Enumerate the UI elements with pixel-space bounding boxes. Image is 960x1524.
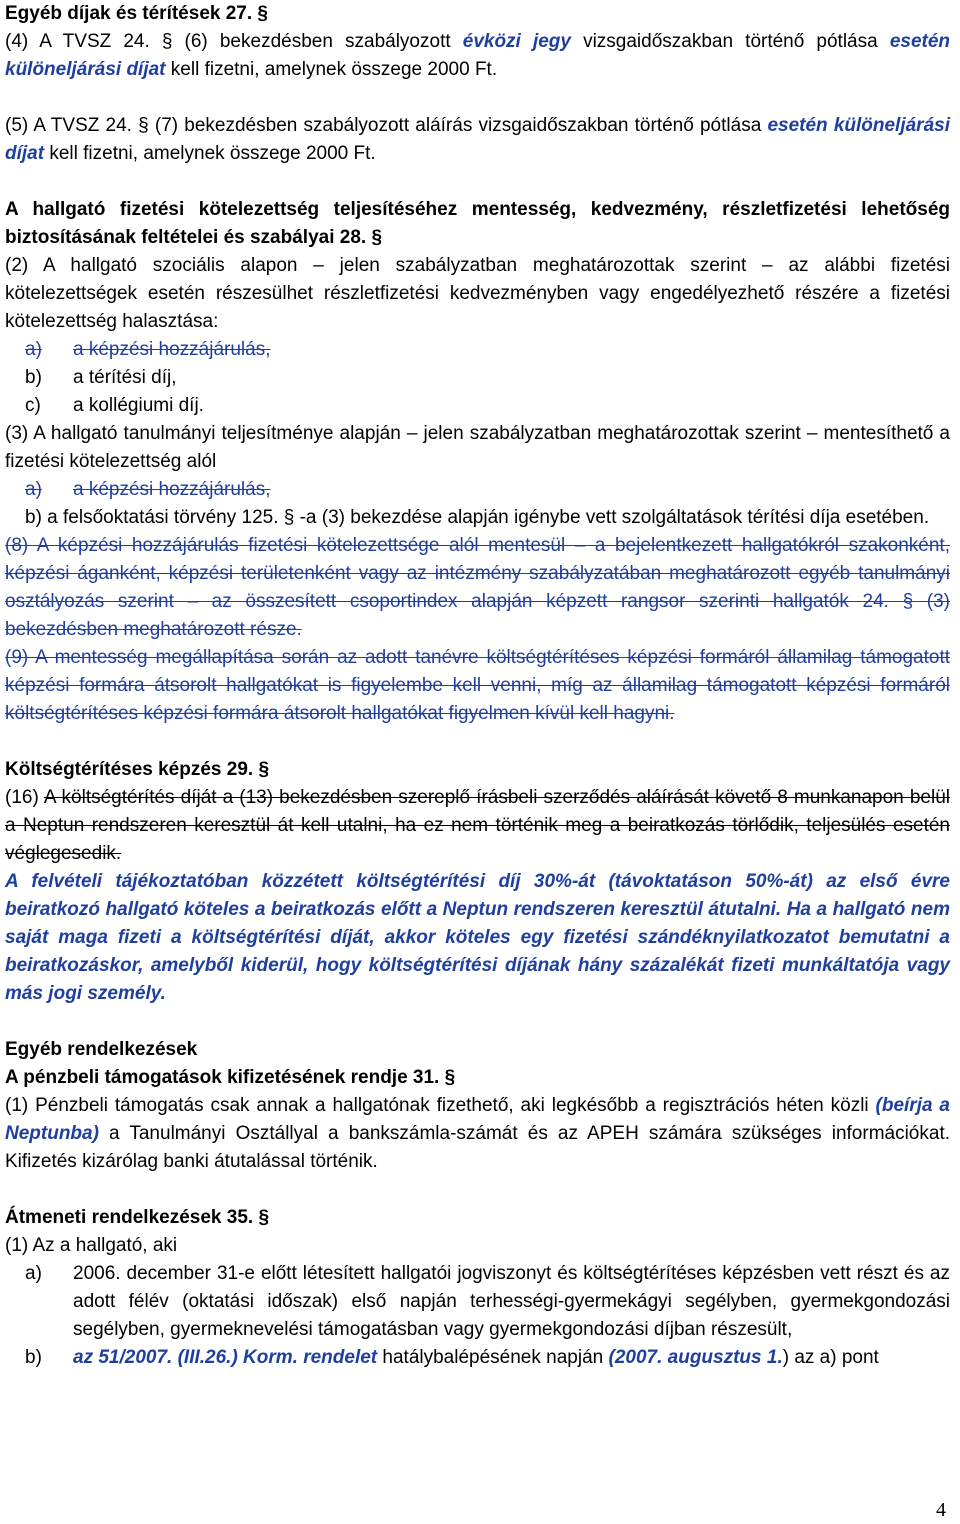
highlight-evkozi-jegy: évközi jegy — [462, 31, 571, 52]
highlight-rendelet: az 51/2007. (III.26.) Korm. rendelet — [73, 1347, 378, 1368]
text-run: kell fizetni, amelynek összege 2000 Ft. — [44, 143, 376, 164]
text-run: (4) A TVSZ 24. § (6) bekezdésben szabályozott — [5, 31, 463, 52]
highlight-kulonelj-dij: esetén különeljárási díjat — [5, 115, 950, 164]
paragraph-29-new: A felvételi tájékoztatóban közzétett költségtérítési díj 30%-át (távoktatáson 50%-át) az első évre beiratkozó hallgató köteles a beiratkozás előtt a Neptun rendszeren keresztül átutalni. Ha a hallgató nem saját maga fizeti a költségtérítési díját, akkor köteles egy fizetési szándéknyilatkozatot bemutatni a beiratkozáskor, amelyből kiderül, hogy költségtérítési díjának hány százalékát fizeti munkáltatója vagy más jogi személy. — [5, 871, 950, 1004]
list-marker: a) — [25, 479, 42, 500]
list-text: a kollégiumi díj. — [73, 395, 204, 416]
list-text-deleted: a képzési hozzájárulás, — [73, 479, 271, 500]
paragraph-35-1: (1) Az a hallgató, aki — [5, 1235, 178, 1256]
spacer — [5, 1176, 950, 1204]
list-marker: c) — [25, 395, 41, 416]
list-item — [25, 364, 950, 392]
list-28-2 — [5, 336, 950, 420]
paragraph-28-3: (3) A hallgató tanulmányi teljesítménye alapján – jelen szabályzatban meghatározottak szerint – mentesíthető a fizetési kötelezettség alól — [5, 423, 950, 472]
list-35-1 — [5, 1260, 950, 1372]
paragraph-28-8-deleted: (8) A képzési hozzájárulás fizetési kötelezettsége alól mentesül – a bejelentkezett hallgatókról szakonként, képzési áganként, képzési területenként vagy az intézmény szabályzatában meghatározott egyéb tanulmányi osztályozás szerint – az összesített csoportindex alapján képzett rangsor szerinti hallgatók 24. § (3) bekezdésben meghatározott része. — [5, 535, 950, 640]
paragraph-27-5 — [5, 112, 950, 168]
list-item — [25, 1260, 950, 1344]
spacer — [5, 168, 950, 196]
page-number: 4 — [936, 1499, 946, 1521]
highlight-kulonelj-dij: esetén különeljárási díjat — [5, 31, 951, 80]
document-page — [5, 0, 950, 1372]
text-run: ) az a) pont — [782, 1347, 879, 1368]
spacer — [5, 84, 950, 112]
section-27-title: Egyéb díjak és térítések 27. § — [5, 3, 268, 24]
text-run: vizsgaidőszakban történő pótlása — [570, 31, 890, 52]
paragraph-31-1 — [5, 1092, 950, 1176]
text-run: (16) — [5, 787, 44, 808]
section-29-title: Költségtérítéses képzés 29. § — [5, 759, 270, 780]
section-31-title: A pénzbeli támogatások kifizetésének rendje 31. § — [5, 1067, 456, 1088]
deleted-text: A költségtérítés díját a (13) bekezdésben szereplő írásbeli szerződés aláírását követő 8 munkanapon belül a Neptun rendszeren keresztül át kell utalni, ha ez nem történik meg a beiratkozás törlődik, teljesülés esetén véglegesedik. — [5, 787, 950, 864]
paragraph-29-16 — [5, 784, 950, 868]
text-run: a Tanulmányi Osztállyal a bankszámla-számát és az APEH számára szükséges információkat. Kifizetés kizárólag banki átutalással történik. — [5, 1123, 950, 1172]
paragraph-27-4 — [5, 28, 950, 84]
list-item — [25, 392, 950, 420]
list-item — [25, 1344, 950, 1372]
section-35-title: Átmeneti rendelkezések 35. § — [5, 1207, 270, 1228]
list-marker: b) — [25, 367, 42, 388]
spacer — [5, 728, 950, 756]
list-text: a térítési díj, — [73, 367, 177, 388]
list-marker: b) — [25, 1347, 42, 1368]
highlight-date: (2007. augusztus 1. — [608, 1347, 783, 1368]
list-marker: a) — [25, 1263, 42, 1284]
spacer — [5, 1008, 950, 1036]
text-run: hatálybalépésének napján — [377, 1347, 609, 1368]
list-item-b: b) a felsőoktatási törvény 125. § -a (3) bekezdése alapján igénybe vett szolgáltatások térítési díja esetében. — [25, 507, 930, 528]
section-28-title: A hallgató fizetési kötelezettség teljesítéséhez mentesség, kedvezmény, részletfizetési lehetőség biztosításának feltételei és szabályai 28. § — [5, 199, 950, 248]
highlight-neptun: (beírja a Neptunba) — [5, 1095, 950, 1144]
paragraph-28-2: (2) A hallgató szociális alapon – jelen szabályzatban meghatározottak szerint – az alábbi fizetési kötelezettségek esetén részesülhet részletfizetési kedvezményben vagy engedélyezhető részére a fizetési kötelezettség halasztása: — [5, 255, 950, 332]
list-item — [25, 476, 950, 504]
text-run: kell fizetni, amelynek összege 2000 Ft. — [165, 59, 498, 80]
list-item — [25, 336, 950, 364]
list-marker: a) — [25, 339, 42, 360]
section-heading-egyeb: Egyéb rendelkezések — [5, 1039, 198, 1060]
list-text: 2006. december 31-e előtt létesített hallgatói jogviszonyt és költségtérítéses képzésben vett részt és az adott félév (oktatási időszak) első napján terhességi-gyermekágyi segélyben, gyermekgondozási segélyben, gyermeknevelési támogatásban vagy gyermekgondozási díjban részesült, — [73, 1263, 950, 1340]
list-28-3 — [5, 476, 950, 532]
text-run: (5) A TVSZ 24. § (7) bekezdésben szabályozott aláírás vizsgaidőszakban történő pótlása — [5, 115, 768, 136]
text-run: (1) Pénzbeli támogatás csak annak a hallgatónak fizethető, aki legkésőbb a regisztrációs héten közli — [5, 1095, 876, 1116]
paragraph-28-9-deleted: (9) A mentesség megállapítása során az adott tanévre költségtérítéses képzési formáról államilag támogatott képzési formára átsorolt hallgatókat is figyelembe kell venni, míg az államilag támogatott képzési formáról költségtérítéses képzési formára átsorolt hallgatókat figyelmen kívül kell hagyni. — [5, 647, 950, 724]
list-text-deleted: a képzési hozzájárulás, — [73, 339, 271, 360]
